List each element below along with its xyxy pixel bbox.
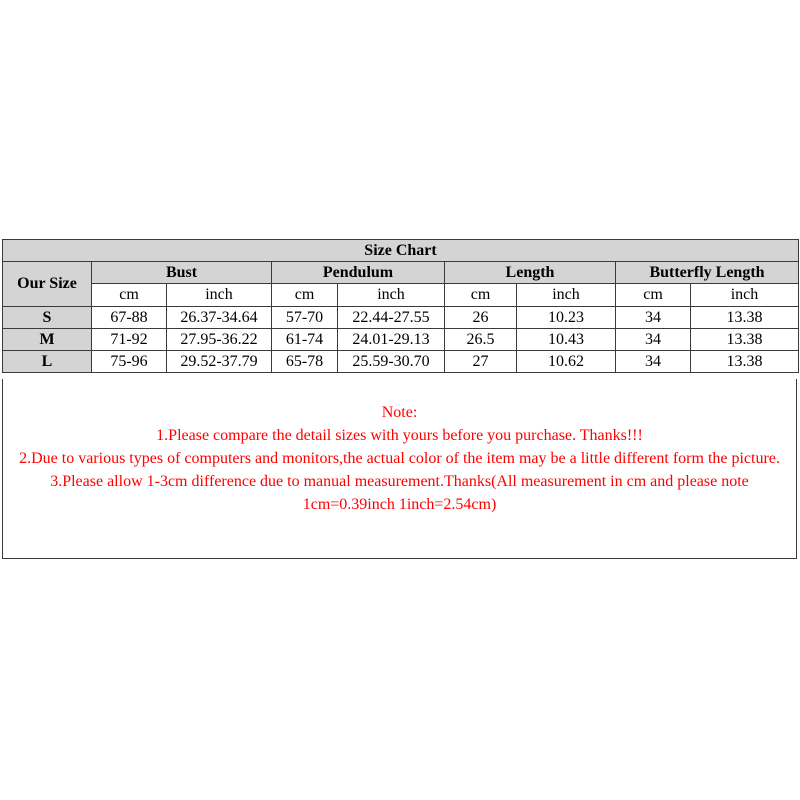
table-cell: 29.52-37.79 <box>167 351 272 373</box>
title-row <box>3 240 799 262</box>
table-cell: 71-92 <box>92 329 167 351</box>
size-label: S <box>3 307 92 329</box>
table-cell: 13.38 <box>691 307 799 329</box>
table-cell: 34 <box>616 329 691 351</box>
note-text <box>3 401 796 516</box>
note-heading: Note: <box>381 404 418 421</box>
note-line-1: 1.Please compare the detail sizes with yours before you purchase. Thanks!!! <box>156 427 643 444</box>
table-cell: 75-96 <box>92 351 167 373</box>
table-cell: 27.95-36.22 <box>167 329 272 351</box>
group-header-bust: Bust <box>92 262 272 284</box>
table-cell: 22.44-27.55 <box>338 307 445 329</box>
table-row <box>3 351 799 373</box>
unit-header: inch <box>167 284 272 307</box>
group-header-butterfly-length: Butterfly Length <box>616 262 799 284</box>
size-label: M <box>3 329 92 351</box>
table-row <box>3 307 799 329</box>
unit-row <box>3 284 799 307</box>
our-size-header: Our Size <box>3 262 92 307</box>
size-chart-table <box>2 239 799 373</box>
unit-header: cm <box>616 284 691 307</box>
unit-header: cm <box>445 284 517 307</box>
unit-header: inch <box>691 284 799 307</box>
group-header-length: Length <box>445 262 616 284</box>
group-header-row <box>3 262 799 284</box>
note-line-2: 2.Due to various types of computers and monitors,the actual color of the item may be a little different form the picture. <box>19 450 780 467</box>
table-cell: 24.01-29.13 <box>338 329 445 351</box>
table-cell: 67-88 <box>92 307 167 329</box>
unit-header: cm <box>92 284 167 307</box>
note-box <box>2 379 797 559</box>
table-cell: 10.43 <box>517 329 616 351</box>
table-cell: 13.38 <box>691 329 799 351</box>
table-cell: 26.37-34.64 <box>167 307 272 329</box>
size-label: L <box>3 351 92 373</box>
group-header-pendulum: Pendulum <box>272 262 445 284</box>
table-cell: 10.23 <box>517 307 616 329</box>
unit-header: cm <box>272 284 338 307</box>
table-cell: 25.59-30.70 <box>338 351 445 373</box>
table-cell: 34 <box>616 307 691 329</box>
table-cell: 27 <box>445 351 517 373</box>
unit-header: inch <box>338 284 445 307</box>
table-cell: 26.5 <box>445 329 517 351</box>
table-cell: 34 <box>616 351 691 373</box>
table-row <box>3 329 799 351</box>
table-cell: 10.62 <box>517 351 616 373</box>
table-cell: 65-78 <box>272 351 338 373</box>
note-line-3: 3.Please allow 1-3cm difference due to manual measurement.Thanks(All measurement in cm and please note 1cm=0.39inch 1inch=2.54cm) <box>50 473 749 513</box>
unit-header: inch <box>517 284 616 307</box>
chart-title: Size Chart <box>3 240 799 262</box>
table-cell: 57-70 <box>272 307 338 329</box>
table-cell: 13.38 <box>691 351 799 373</box>
table-cell: 26 <box>445 307 517 329</box>
table-cell: 61-74 <box>272 329 338 351</box>
